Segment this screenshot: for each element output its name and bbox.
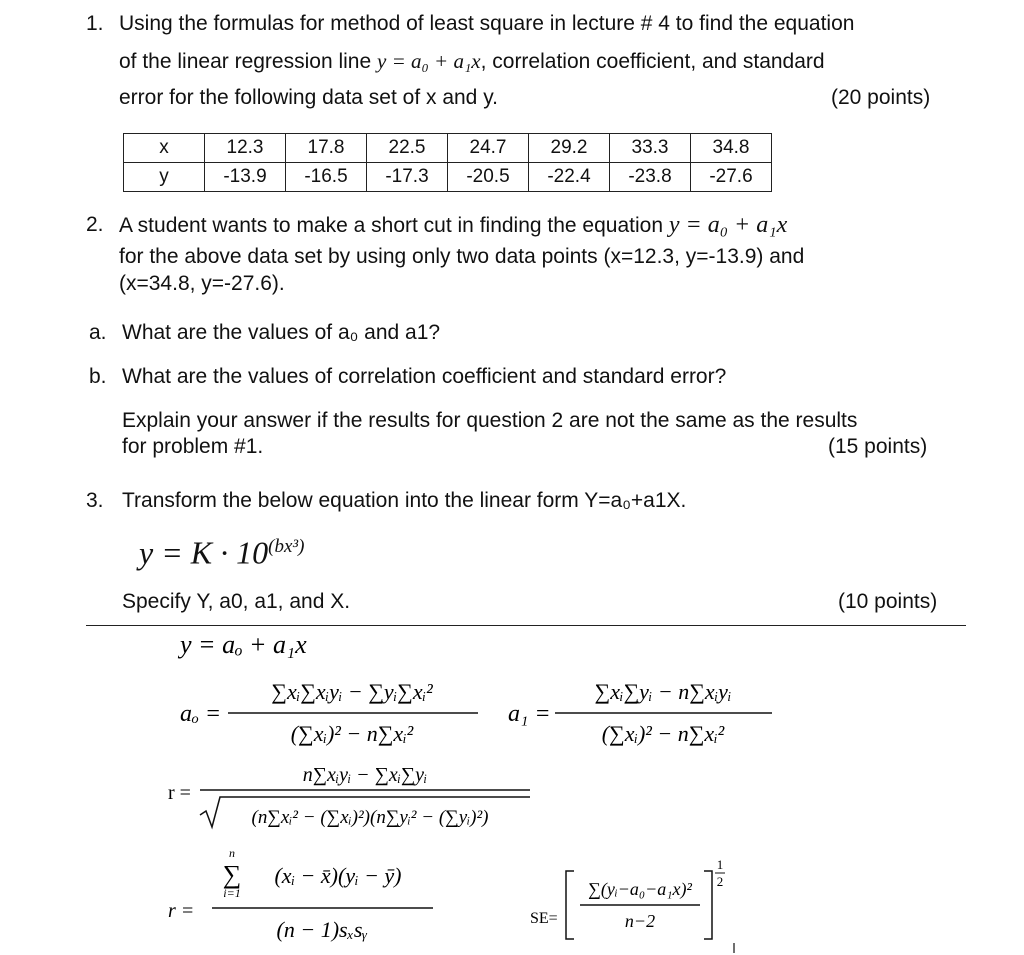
q2-line1 bbox=[119, 212, 787, 239]
table-cell: -27.6 bbox=[691, 163, 772, 192]
formula-a1-numerator: ∑xᵢ∑yᵢ − n∑xᵢyᵢ bbox=[594, 679, 732, 704]
q1-line3: error for the following data set of x and y. bbox=[119, 86, 498, 109]
formula-a0-denominator: (∑xᵢ)² − n∑xᵢ² bbox=[290, 721, 414, 746]
table-header-y: y bbox=[124, 163, 205, 192]
formula-a0-label: aₒ = bbox=[180, 701, 222, 727]
table-cell: -16.5 bbox=[286, 163, 367, 192]
table-cell: -23.8 bbox=[610, 163, 691, 192]
q3-equation-exponent: (bx³) bbox=[268, 536, 305, 557]
table-cell: -13.9 bbox=[205, 163, 286, 192]
formula-r1-label: r = bbox=[168, 782, 191, 804]
q2-b-text: What are the values of correlation coefficient and standard error? bbox=[122, 365, 727, 388]
formula-se-left-bracket bbox=[566, 871, 574, 939]
formula-r2-sum-lower: i=1 bbox=[223, 886, 241, 900]
formula-a1-label: a₁ = bbox=[508, 701, 551, 727]
q3-equation bbox=[139, 527, 304, 573]
q2-points: (15 points) bbox=[828, 435, 928, 458]
formula-r2-label: r = bbox=[168, 900, 195, 922]
q3-number: 3. bbox=[86, 489, 104, 512]
q1-line2-equation: y = a₀ + a₁x bbox=[377, 49, 481, 73]
formula-a1-denominator: (∑xᵢ)² − n∑xᵢ² bbox=[601, 721, 725, 746]
table-cell: 29.2 bbox=[529, 134, 610, 163]
q2-line2: for the above data set by using only two data points (x=12.3, y=-13.9) and bbox=[119, 245, 805, 268]
q2-b-label: b. bbox=[89, 365, 107, 388]
formula-r1-denominator: (n∑xᵢ² − (∑xᵢ)²)(n∑yᵢ² − (∑yᵢ)²) bbox=[251, 807, 489, 828]
table-cell: -20.5 bbox=[448, 163, 529, 192]
formula-r2-denominator: (n − 1)sₓsᵧ bbox=[276, 917, 368, 942]
table-cell: 34.8 bbox=[691, 134, 772, 163]
formula-r2-numerator: (xᵢ − x̄)(yᵢ − ȳ) bbox=[274, 863, 402, 888]
q2-line1-text: A student wants to make a short cut in finding the equation bbox=[119, 214, 664, 237]
q2-number: 2. bbox=[86, 213, 104, 236]
q1-points: (20 points) bbox=[831, 86, 931, 109]
table-cell: 22.5 bbox=[367, 134, 448, 163]
formula-se-exponent-top: 1 bbox=[716, 857, 724, 872]
formula-sheet bbox=[0, 625, 1024, 955]
table-cell: 12.3 bbox=[205, 134, 286, 163]
q2-explain-line1: Explain your answer if the results for question 2 are not the same as the results bbox=[122, 409, 858, 432]
q3-equation-base: y = K · 10 bbox=[139, 534, 269, 571]
table-header-x: x bbox=[124, 134, 205, 163]
formula-r2-sum-sign: ∑ bbox=[222, 860, 242, 889]
table-cell: -17.3 bbox=[367, 163, 448, 192]
table-cell: 24.7 bbox=[448, 134, 529, 163]
table-cell: 33.3 bbox=[610, 134, 691, 163]
q3-specify: Specify Y, a0, a1, and X. bbox=[122, 590, 351, 613]
formula-a0-numerator: ∑xᵢ∑xᵢyᵢ − ∑yᵢ∑xᵢ² bbox=[271, 679, 433, 704]
q2-explain-line2: for problem #1. bbox=[122, 435, 264, 458]
formula-line-equation: y = aₒ + a₁x bbox=[180, 630, 307, 659]
table-row-y bbox=[124, 163, 772, 192]
q1-line2-post: , correlation coefficient, and standard bbox=[480, 50, 825, 73]
formula-r2-sum-upper: n bbox=[229, 846, 235, 860]
formula-se-label: SE= bbox=[530, 910, 558, 927]
formula-se-denominator: n−2 bbox=[624, 911, 656, 931]
table-cell: -22.4 bbox=[529, 163, 610, 192]
data-table bbox=[123, 133, 772, 192]
formula-r1-numerator: n∑xᵢyᵢ − ∑xᵢ∑yᵢ bbox=[302, 764, 428, 786]
q2-a-text: What are the values of a₀ and a1? bbox=[122, 321, 441, 344]
table-row-x bbox=[124, 134, 772, 163]
q2-a-label: a. bbox=[89, 321, 107, 344]
q2-line3: (x=34.8, y=-27.6). bbox=[119, 272, 285, 295]
q3-points: (10 points) bbox=[838, 590, 938, 613]
q2-line1-equation: y = a₀ + a₁x bbox=[668, 212, 788, 238]
q1-line1: Using the formulas for method of least square in lecture # 4 to find the equation bbox=[119, 12, 855, 35]
table-cell: 17.8 bbox=[286, 134, 367, 163]
formula-se-numerator: ∑(yᵢ−a₀−a₁x)² bbox=[588, 879, 692, 899]
formula-se-exponent-bottom: 2 bbox=[716, 874, 724, 889]
q1-number: 1. bbox=[86, 12, 104, 35]
q1-line2 bbox=[119, 48, 825, 75]
formula-se-right-bracket bbox=[704, 871, 712, 939]
q1-line2-pre: of the linear regression line bbox=[119, 50, 372, 73]
q3-line1: Transform the below equation into the linear form Y=a₀+a1X. bbox=[122, 489, 687, 512]
